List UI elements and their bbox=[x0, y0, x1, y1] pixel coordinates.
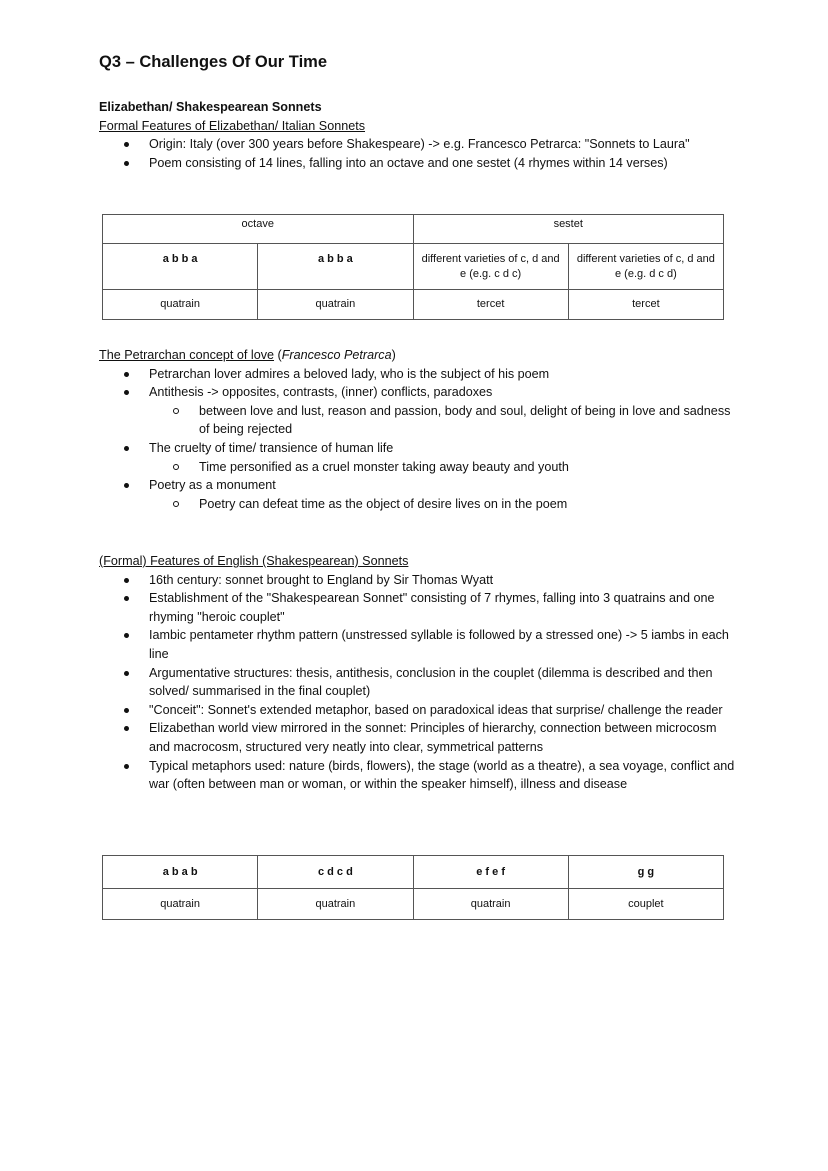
table-cell-unit: quatrain bbox=[258, 290, 413, 320]
table-cell-sestet: sestet bbox=[413, 215, 724, 244]
list-item: Poem consisting of 14 lines, falling into an octave and one sestet (4 rhymes within 14 verses) bbox=[99, 154, 739, 173]
bullet-list bbox=[99, 571, 739, 794]
list-item: Typical metaphors used: nature (birds, flowers), the stage (world as a theatre), a sea voyage, conflict and war (often between man or woman, or within the speaker himself), illness and disease bbox=[99, 757, 739, 794]
list-item: Elizabethan world view mirrored in the sonnet: Principles of hierarchy, connection between microcosm and macrocosm, structured very neatly into clear, symmetrical patterns bbox=[99, 719, 739, 756]
list-item: 16th century: sonnet brought to England by Sir Thomas Wyatt bbox=[99, 571, 739, 590]
table-cell-unit: quatrain bbox=[103, 290, 258, 320]
table-row bbox=[103, 215, 724, 244]
table-cell-rhyme: e f e f bbox=[413, 856, 568, 889]
sub-list-item: Poetry can defeat time as the object of desire lives on in the poem bbox=[99, 495, 739, 514]
heading-paren-open: ( bbox=[274, 348, 282, 362]
sub-list-item: between love and lust, reason and passion, body and soul, delight of being in love and sadness of being rejected bbox=[99, 402, 739, 439]
table-cell-octave: octave bbox=[103, 215, 414, 244]
list-item: Petrarchan lover admires a beloved lady, who is the subject of his poem bbox=[99, 365, 739, 384]
section-heading: (Formal) Features of English (Shakespearean) Sonnets bbox=[99, 554, 409, 568]
table-cell-unit: tercet bbox=[413, 290, 568, 320]
section-heading: Elizabethan/ Shakespearean Sonnets bbox=[99, 100, 322, 114]
table-cell-rhyme: c d c d bbox=[258, 856, 413, 889]
italian-sonnet-table bbox=[102, 214, 724, 320]
bullet-list bbox=[99, 135, 739, 172]
table-cell-rhyme: g g bbox=[568, 856, 723, 889]
list-item: Poetry as a monument bbox=[99, 476, 739, 495]
section-subheading: Formal Features of Elizabethan/ Italian Sonnets bbox=[99, 118, 366, 133]
list-item: The cruelty of time/ transience of human life bbox=[99, 439, 739, 458]
list-item: Origin: Italy (over 300 years before Shakespeare) -> e.g. Francesco Petrarca: "Sonnets to Laura" bbox=[99, 135, 739, 154]
table-cell-rhyme: a b a b bbox=[103, 856, 258, 889]
table-cell-rhyme: different varieties of c, d and e (e.g. d c d) bbox=[568, 244, 723, 290]
section-elizabethan-sonnets bbox=[99, 98, 739, 172]
section-petrarchan-love bbox=[99, 346, 739, 513]
table-row bbox=[103, 290, 724, 320]
table-cell-rhyme: a b b a bbox=[258, 244, 413, 290]
table-cell-unit: tercet bbox=[568, 290, 723, 320]
table-cell-rhyme: a b b a bbox=[103, 244, 258, 290]
table-cell-unit: couplet bbox=[568, 889, 723, 920]
table-row bbox=[103, 244, 724, 290]
list-item: Antithesis -> opposites, contrasts, (inner) conflicts, paradoxes bbox=[99, 383, 739, 402]
heading-paren-close: ) bbox=[391, 348, 396, 362]
table-row bbox=[103, 889, 724, 920]
shakespearean-sonnet-table bbox=[102, 855, 724, 920]
heading-author: Francesco Petrarca bbox=[281, 348, 392, 362]
table-cell-unit: quatrain bbox=[258, 889, 413, 920]
list-item: Iambic pentameter rhythm pattern (unstressed syllable is followed by a stressed one) -> 5 iambs in each line bbox=[99, 626, 739, 663]
table-cell-rhyme: different varieties of c, d and e (e.g. c d c) bbox=[413, 244, 568, 290]
list-item: Establishment of the "Shakespearean Sonnet" consisting of 7 rhymes, falling into 3 quatrains and one rhyming "heroic couplet" bbox=[99, 589, 739, 626]
section-shakespearean-sonnets bbox=[99, 552, 739, 794]
table-cell-unit: quatrain bbox=[103, 889, 258, 920]
bullet-list bbox=[99, 365, 739, 514]
sub-list-item: Time personified as a cruel monster taking away beauty and youth bbox=[99, 458, 739, 477]
table-row bbox=[103, 856, 724, 889]
list-item: Argumentative structures: thesis, antithesis, conclusion in the couplet (dilemma is described and then solved/ summarised in the final couplet) bbox=[99, 664, 739, 701]
table-cell-unit: quatrain bbox=[413, 889, 568, 920]
section-heading-line bbox=[99, 346, 739, 365]
section-heading: The Petrarchan concept of love bbox=[99, 348, 275, 362]
page-title: Q3 – Challenges Of Our Time bbox=[99, 53, 328, 71]
list-item: "Conceit": Sonnet's extended metaphor, based on paradoxical ideas that surprise/ challenge the reader bbox=[99, 701, 739, 720]
